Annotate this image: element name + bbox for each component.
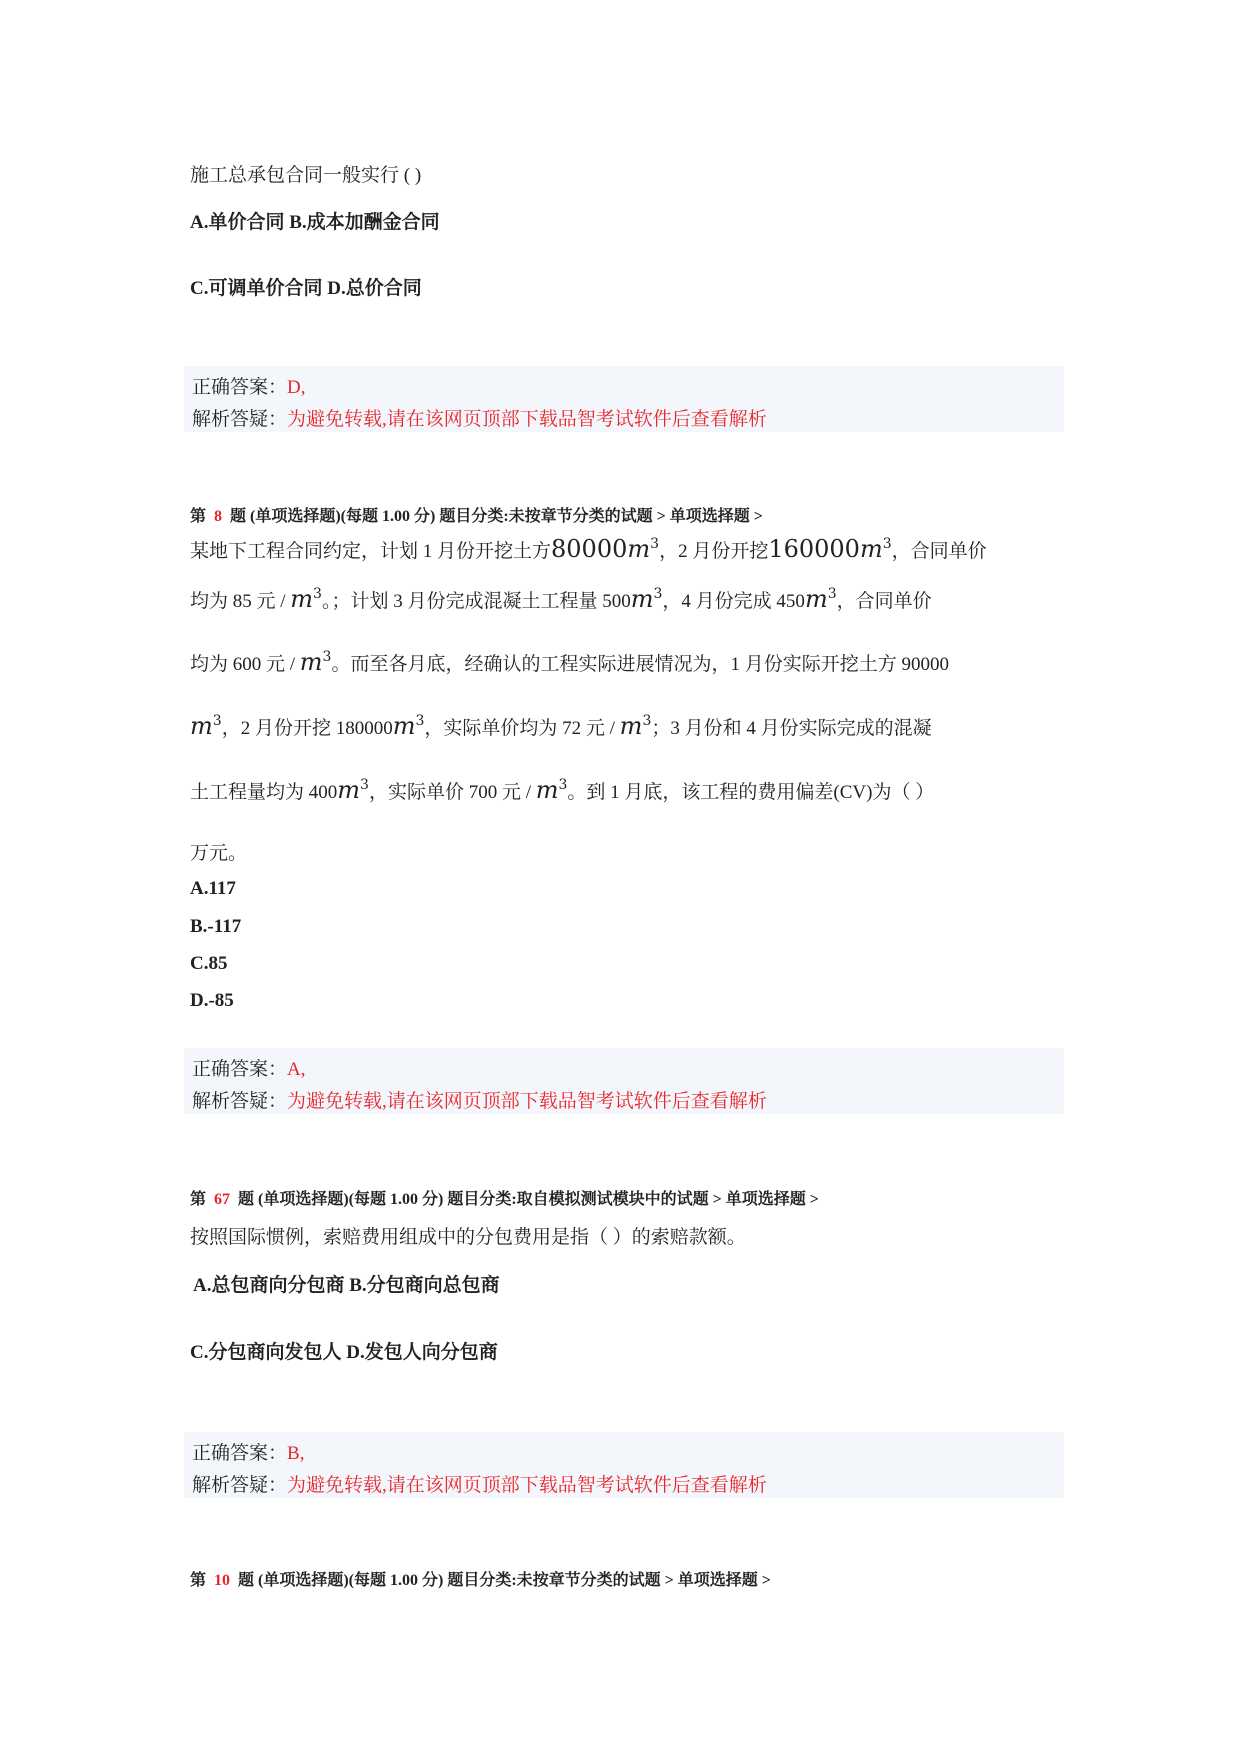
question-header [190, 503, 763, 526]
options-line-1: A.单价合同 B.成本加酬金合同 [190, 212, 440, 233]
q8-stem-line-5: 土工程量均为 $400m^3$，实际单价 700 元 / $m^3$。到 1 月底，该工程的费用偏差(CV)为（ ） [190, 776, 935, 804]
analysis-value: 为避免转载,请在该网页顶部下载品智考试软件后查看解析 [287, 1475, 767, 1496]
header-meta: 题 (单项选择题)(每题 1.00 分) 题目分类:未按章节分类的试题 > 单项选择题 > [238, 1572, 771, 1589]
option-c: C.85 [190, 953, 228, 974]
correct-answer [192, 1438, 304, 1465]
answer-label: 正确答案： [192, 1059, 288, 1080]
options-line-2: C.分包商向发包人 D.发包人向分包商 [190, 1342, 498, 1363]
analysis-value: 为避免转载,请在该网页顶部下载品智考试软件后查看解析 [287, 1091, 767, 1112]
question-stem: 施工总承包合同一般实行 ( ) [190, 165, 422, 186]
analysis-label: 解析答疑： [192, 1475, 288, 1496]
options-line-2: C.可调单价合同 D.总价合同 [190, 278, 422, 299]
q8-stem-line-2: 均为 85 元 / $m^3$。；计划 3 月份完成混凝土工程量 $500m^3$，4 月份完成 $450m^3$，合同单价 [190, 585, 932, 613]
header-prefix: 第 [190, 1572, 207, 1589]
analysis-label: 解析答疑： [192, 409, 288, 430]
analysis-value: 为避免转载,请在该网页顶部下载品智考试软件后查看解析 [287, 409, 767, 430]
question-header [190, 1567, 771, 1590]
q8-stem-line-6: 万元。 [190, 843, 248, 864]
analysis-label: 解析答疑： [192, 1091, 288, 1112]
correct-answer [192, 1054, 306, 1081]
correct-answer [192, 372, 306, 399]
answer-value: A, [287, 1059, 306, 1080]
options-line-1: A.总包商向分包商 B.分包商向总包商 [193, 1275, 500, 1296]
option-d: D.-85 [190, 990, 234, 1011]
header-meta: 题 (单项选择题)(每题 1.00 分) 题目分类:未按章节分类的试题 > 单项选择题 > [230, 508, 763, 525]
answer-label: 正确答案： [192, 377, 288, 398]
question-number: 67 [214, 1191, 231, 1208]
header-prefix: 第 [190, 1191, 207, 1208]
answer-box [184, 1048, 1064, 1114]
question-stem: 按照国际惯例，索赔费用组成中的分包费用是指（ ）的索赔款额。 [190, 1227, 746, 1248]
q8-stem-line-1: 某地下工程合同约定，计划 1 月份开挖土方$80000m^3$，2 月份开挖$160000m^3$，合同单价 [190, 535, 987, 563]
header-meta: 题 (单项选择题)(每题 1.00 分) 题目分类:取自模拟测试模块中的试题 > 单项选择题 > [238, 1191, 819, 1208]
question-header [190, 1186, 819, 1209]
option-b: B.-117 [190, 916, 242, 937]
analysis [192, 1086, 767, 1113]
option-a: A.117 [190, 878, 236, 899]
answer-value: B, [287, 1443, 305, 1464]
analysis [192, 404, 767, 431]
question-number: 10 [214, 1572, 231, 1589]
answer-box [184, 366, 1064, 432]
q8-stem-line-4: $m^3$，2 月份开挖 $180000m^3$，实际单价均为 72 元 / $m^3$；3 月份和 4 月份实际完成的混凝 [190, 712, 932, 740]
answer-box [184, 1432, 1064, 1498]
analysis [192, 1470, 767, 1497]
question-number: 8 [214, 508, 223, 525]
answer-label: 正确答案： [192, 1443, 288, 1464]
answer-value: D, [287, 377, 306, 398]
header-prefix: 第 [190, 508, 207, 525]
q8-stem-line-3: 均为 600 元 / $m^3$。而至各月底，经确认的工程实际进展情况为，1 月份实际开挖土方 90000 [190, 648, 949, 676]
